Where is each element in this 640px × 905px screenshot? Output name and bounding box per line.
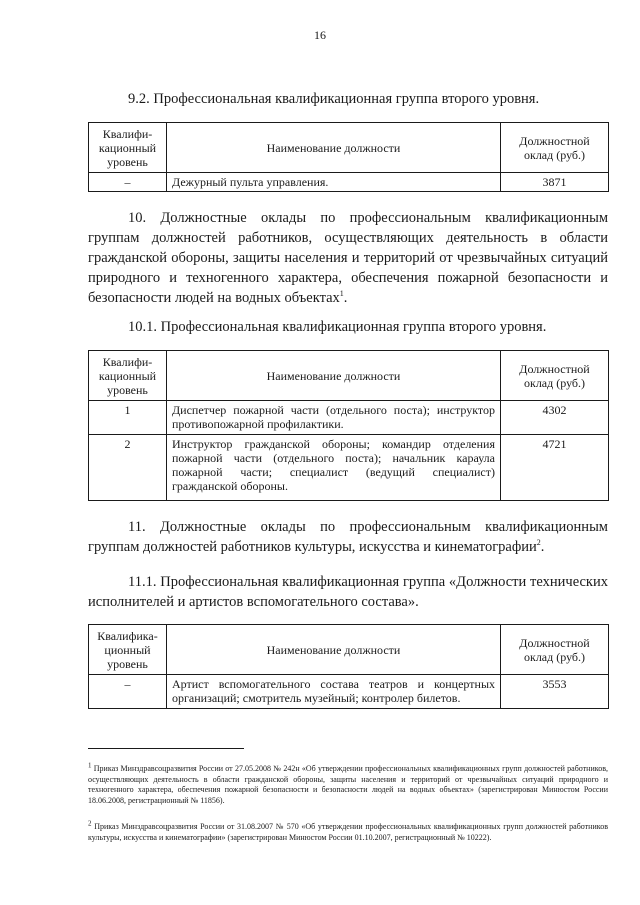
column-header-name: Наименование должности [167, 123, 501, 173]
cell-position-name: Диспетчер пожарной части (отдельного поста); инструктор противопожарной профилактики. [167, 401, 501, 435]
footnote-2-text: Приказ Минздравсоцразвития России от 31.08.2007 № 570 «Об утверждении профессиональных квалификационных групп должностей работников культуры, искусства и кинематографии» (зарегистрирован Минюстом России 01.10.2007, регистрационный № 10222). [88, 822, 609, 842]
paragraph-11: 11. Должностные оклады по профессиональным квалификационным группам должностей работников культуры, искусства и кинематографии$^2$. [88, 519, 608, 555]
footnote-ref-1: 1 [339, 289, 344, 299]
footnote-1 [88, 761, 608, 806]
footnote-separator [88, 748, 244, 749]
page-number: 16 [314, 28, 326, 42]
cell-salary: 4721 [501, 435, 609, 501]
section-heading-11-1: 11.1. Профессиональная квалификационная группа «Должности технических исполнителей и артистов вспомогательного состава». [88, 574, 608, 610]
column-header-salary: Должностной оклад (руб.) [501, 351, 609, 401]
table-header-row [89, 351, 609, 401]
column-header-level: Квалифи-кационный уровень [89, 123, 167, 173]
column-header-name: Наименование должности [167, 625, 501, 675]
table-header-row [89, 123, 609, 173]
cell-salary: 4302 [501, 401, 609, 435]
cell-position-name: Дежурный пульта управления. [167, 173, 501, 192]
column-header-level: Квалифика-ционный уровень [89, 625, 167, 675]
column-header-level: Квалифи-кационный уровень [89, 351, 167, 401]
footnote-mark-2: 2 [88, 819, 92, 828]
paragraph-10: 10. Должностные оклады по профессиональным квалификационным группам должностей работников, осуществляющих деятельность в области гражданской обороны, защиты населения и территорий от чрезвычайных ситуаций природного и техногенного характера, обеспечения пожарной безопасности и безопасности людей на водных объектах$^1$. [88, 210, 608, 306]
column-header-name: Наименование должности [167, 351, 501, 401]
table-row [89, 173, 609, 192]
section-heading-10-1: 10.1. Профессиональная квалификационная группа второго уровня. [128, 319, 547, 335]
column-header-salary: Должностной оклад (руб.) [501, 625, 609, 675]
footnote-ref-2: 2 [536, 538, 541, 548]
column-header-salary: Должностной оклад (руб.) [501, 123, 609, 173]
table-10-1 [88, 350, 609, 501]
section-heading-9-2: 9.2. Профессиональная квалификационная группа второго уровня. [128, 91, 540, 107]
cell-position-name: Артист вспомогательного состава театров и концертных организаций; смотритель музейный; контролер билетов. [167, 675, 501, 709]
table-row [89, 435, 609, 501]
footnote-1-text: Приказ Минздравсоцразвития России от 27.05.2008 № 242н «Об утверждении профессиональных квалификационных групп должностей работников, осуществляющих деятельность в области гражданской обороны, защиты населения и территорий от чрезвычайных ситуаций природного и техногенного характера, обеспечения пожарной безопасности и безопасности людей на водных объектах» (зарегистрирован Минюстом России 18.06.2008, регистрационный № 11856). [88, 764, 608, 805]
footnote-mark-1: 1 [88, 761, 92, 770]
paragraph-11-text: 11. Должностные оклады по профессиональным квалификационным группам должностей работников культуры, искусства и кинематографии [88, 519, 608, 555]
cell-salary: 3553 [501, 675, 609, 709]
cell-level: 1 [89, 401, 167, 435]
table-row [89, 401, 609, 435]
table-header-row [89, 625, 609, 675]
table-9-2 [88, 122, 609, 192]
cell-level: 2 [89, 435, 167, 501]
table-row [89, 675, 609, 709]
cell-position-name: Инструктор гражданской обороны; командир отделения пожарной части (отдельного поста); начальник караула пожарной части; специалист (ведущий специалист) гражданской обороны. [167, 435, 501, 501]
cell-level: – [89, 675, 167, 709]
cell-salary: 3871 [501, 173, 609, 192]
footnote-2 [88, 819, 609, 843]
cell-level: – [89, 173, 167, 192]
table-11-1 [88, 624, 609, 709]
paragraph-10-text: 10. Должностные оклады по профессиональным квалификационным группам должностей работников, осуществляющих деятельность в области гражданской обороны, защиты населения и территорий от чрезвычайных ситуаций природного и техногенного характера, обеспечения пожарной безопасности и безопасности людей на водных объектах [88, 210, 608, 306]
